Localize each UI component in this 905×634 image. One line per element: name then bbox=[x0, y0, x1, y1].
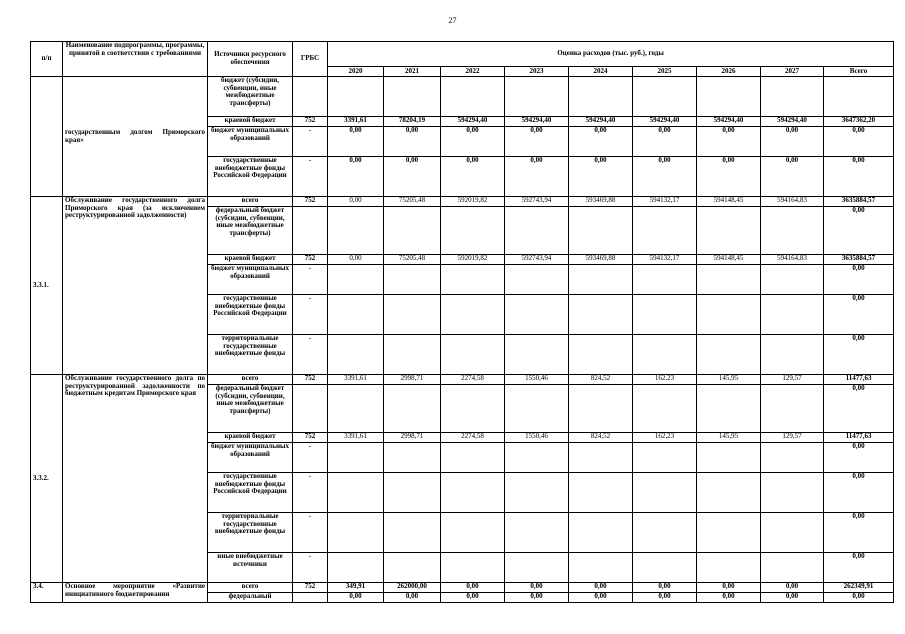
year-value-cell bbox=[328, 207, 384, 255]
total-cell: 0,00 bbox=[824, 473, 894, 513]
header-year: 2021 bbox=[384, 67, 441, 77]
header-year: 2023 bbox=[505, 67, 569, 77]
header-estimate: Оценка расходов (тыс. руб.), годы bbox=[328, 42, 894, 67]
grbs-cell: - bbox=[293, 443, 328, 473]
header-no: п/п bbox=[31, 42, 63, 77]
header-source: Источники ресурсного обеспечения bbox=[208, 42, 293, 77]
year-value-cell: 0,00 bbox=[441, 157, 505, 197]
year-value-cell bbox=[569, 553, 633, 583]
year-value-cell: 145,95 bbox=[697, 433, 761, 443]
year-value-cell bbox=[384, 473, 441, 513]
year-value-cell: 0,00 bbox=[569, 593, 633, 603]
row-number: 3.3.2. bbox=[31, 375, 63, 583]
total-cell: 0,00 bbox=[824, 295, 894, 335]
year-value-cell: 0,00 bbox=[569, 157, 633, 197]
total-cell: 3635884,57 bbox=[824, 255, 894, 265]
year-value-cell bbox=[569, 207, 633, 255]
year-value-cell bbox=[441, 207, 505, 255]
year-value-cell bbox=[505, 473, 569, 513]
year-value-cell bbox=[328, 443, 384, 473]
year-value-cell bbox=[441, 443, 505, 473]
year-value-cell bbox=[697, 265, 761, 295]
year-value-cell: 594132,17 bbox=[633, 255, 697, 265]
year-value-cell: 78204,19 bbox=[384, 117, 441, 127]
year-value-cell bbox=[441, 335, 505, 375]
year-value-cell: 262000,00 bbox=[384, 583, 441, 593]
grbs-cell: - bbox=[293, 335, 328, 375]
year-value-cell: 0,00 bbox=[505, 127, 569, 157]
total-cell: 0,00 bbox=[824, 207, 894, 255]
budget-table bbox=[30, 41, 894, 603]
year-value-cell bbox=[441, 295, 505, 335]
year-value-cell: 1550,46 bbox=[505, 375, 569, 385]
header-year: 2027 bbox=[761, 67, 824, 77]
year-value-cell: 75205,48 bbox=[384, 255, 441, 265]
year-value-cell bbox=[697, 443, 761, 473]
year-value-cell bbox=[505, 335, 569, 375]
header-year: 2025 bbox=[633, 67, 697, 77]
year-value-cell: 594148,45 bbox=[697, 255, 761, 265]
year-value-cell: 594132,17 bbox=[633, 197, 697, 207]
year-value-cell: 0,00 bbox=[761, 157, 824, 197]
year-value-cell: 2998,71 bbox=[384, 375, 441, 385]
year-value-cell: 0,00 bbox=[697, 583, 761, 593]
year-value-cell: 0,00 bbox=[441, 127, 505, 157]
year-value-cell bbox=[761, 77, 824, 117]
source-cell: краевой бюджет bbox=[208, 433, 293, 443]
year-value-cell bbox=[328, 335, 384, 375]
row-name: Обслуживание государственного долга Приморского края (за исключением реструктурированной задолженности) bbox=[63, 197, 208, 375]
year-value-cell: 594164,83 bbox=[761, 255, 824, 265]
year-value-cell: 2274,58 bbox=[441, 375, 505, 385]
year-value-cell: 0,00 bbox=[441, 583, 505, 593]
grbs-cell: - bbox=[293, 127, 328, 157]
table-body bbox=[31, 77, 894, 603]
year-value-cell: 0,00 bbox=[697, 157, 761, 197]
year-value-cell: 162,23 bbox=[633, 433, 697, 443]
year-value-cell: 594148,45 bbox=[697, 197, 761, 207]
year-value-cell bbox=[697, 473, 761, 513]
grbs-cell: 752 bbox=[293, 583, 328, 593]
source-cell: государственные внебюджетные фонды Российской Федерации bbox=[208, 157, 293, 197]
year-value-cell bbox=[328, 513, 384, 553]
row-name: Обслуживание государственного долга по реструктурированной задолженности по бюджетным кредитам Приморского края bbox=[63, 375, 208, 583]
year-value-cell bbox=[441, 265, 505, 295]
year-value-cell: 0,00 bbox=[328, 255, 384, 265]
source-cell: всего bbox=[208, 197, 293, 207]
year-value-cell: 594164,83 bbox=[761, 197, 824, 207]
year-value-cell: 593469,88 bbox=[569, 197, 633, 207]
year-value-cell: 1550,46 bbox=[505, 433, 569, 443]
year-value-cell bbox=[697, 295, 761, 335]
year-value-cell: 129,57 bbox=[761, 375, 824, 385]
total-cell: 3635884,57 bbox=[824, 197, 894, 207]
year-value-cell bbox=[384, 265, 441, 295]
year-value-cell bbox=[697, 385, 761, 433]
source-cell: бюджет муниципальных образований bbox=[208, 127, 293, 157]
year-value-cell: 594294,40 bbox=[761, 117, 824, 127]
year-value-cell bbox=[761, 385, 824, 433]
total-cell: 11477,63 bbox=[824, 375, 894, 385]
year-value-cell: 0,00 bbox=[633, 593, 697, 603]
year-value-cell: 0,00 bbox=[697, 127, 761, 157]
year-value-cell bbox=[505, 77, 569, 117]
total-cell: 0,00 bbox=[824, 335, 894, 375]
year-value-cell bbox=[328, 385, 384, 433]
grbs-cell: - bbox=[293, 157, 328, 197]
grbs-cell: 752 bbox=[293, 197, 328, 207]
year-value-cell: 0,00 bbox=[505, 593, 569, 603]
year-value-cell bbox=[505, 513, 569, 553]
year-value-cell: 0,00 bbox=[328, 157, 384, 197]
source-cell: государственные внебюджетные фонды Российской Федерации bbox=[208, 295, 293, 335]
header-name: Наименование подпрограммы, программы, принятой в соответствии с требованиями bbox=[63, 42, 208, 77]
year-value-cell bbox=[441, 513, 505, 553]
total-cell: 0,00 bbox=[824, 553, 894, 583]
total-cell: 0,00 bbox=[824, 443, 894, 473]
source-cell: федеральный бюджет (субсидии, субвенции, иные межбюджетные трансферты) bbox=[208, 207, 293, 255]
total-cell: 0,00 bbox=[824, 513, 894, 553]
year-value-cell bbox=[328, 553, 384, 583]
total-cell: 11477,63 bbox=[824, 433, 894, 443]
grbs-cell: 752 bbox=[293, 255, 328, 265]
header-year: 2020 bbox=[328, 67, 384, 77]
year-value-cell bbox=[441, 473, 505, 513]
year-value-cell: 0,00 bbox=[384, 127, 441, 157]
total-cell: 0,00 bbox=[824, 593, 894, 603]
grbs-cell bbox=[293, 593, 328, 603]
year-value-cell bbox=[761, 473, 824, 513]
year-value-cell: 593469,88 bbox=[569, 255, 633, 265]
year-value-cell bbox=[761, 295, 824, 335]
grbs-cell bbox=[293, 385, 328, 433]
year-value-cell bbox=[384, 207, 441, 255]
row-name: Основное мероприятие «Развитие инициативного бюджетирования bbox=[63, 583, 208, 603]
grbs-cell bbox=[293, 77, 328, 117]
year-value-cell bbox=[761, 335, 824, 375]
year-value-cell: 0,00 bbox=[505, 157, 569, 197]
year-value-cell bbox=[633, 443, 697, 473]
year-value-cell bbox=[569, 265, 633, 295]
year-value-cell bbox=[328, 295, 384, 335]
source-cell: всего bbox=[208, 583, 293, 593]
year-value-cell bbox=[633, 77, 697, 117]
year-value-cell bbox=[697, 335, 761, 375]
header-year: Всего bbox=[824, 67, 894, 77]
total-cell: 0,00 bbox=[824, 157, 894, 197]
year-value-cell: 0,00 bbox=[569, 127, 633, 157]
source-cell: территориальные государственные внебюджетные фонды bbox=[208, 513, 293, 553]
year-value-cell: 594294,40 bbox=[441, 117, 505, 127]
source-cell: иные внебюджетные источники bbox=[208, 553, 293, 583]
table-row bbox=[31, 77, 894, 117]
year-value-cell bbox=[569, 77, 633, 117]
source-cell: территориальные государственные внебюджетные фонды bbox=[208, 335, 293, 375]
source-cell: бюджет муниципальных образований bbox=[208, 265, 293, 295]
grbs-cell: - bbox=[293, 513, 328, 553]
year-value-cell bbox=[384, 385, 441, 433]
year-value-cell bbox=[633, 295, 697, 335]
year-value-cell: 0,00 bbox=[569, 583, 633, 593]
year-value-cell bbox=[569, 385, 633, 433]
year-value-cell bbox=[633, 513, 697, 553]
year-value-cell bbox=[569, 513, 633, 553]
year-value-cell: 349,91 bbox=[328, 583, 384, 593]
year-value-cell bbox=[697, 513, 761, 553]
total-cell bbox=[824, 77, 894, 117]
source-cell: федеральный bbox=[208, 593, 293, 603]
year-value-cell bbox=[633, 473, 697, 513]
grbs-cell: - bbox=[293, 265, 328, 295]
source-cell: бюджет муниципальных образований bbox=[208, 443, 293, 473]
year-value-cell: 129,57 bbox=[761, 433, 824, 443]
year-value-cell: 592743,94 bbox=[505, 255, 569, 265]
year-value-cell: 3391,61 bbox=[328, 375, 384, 385]
year-value-cell bbox=[697, 553, 761, 583]
year-value-cell bbox=[633, 265, 697, 295]
year-value-cell bbox=[505, 385, 569, 433]
header-year: 2026 bbox=[697, 67, 761, 77]
header-year: 2022 bbox=[441, 67, 505, 77]
grbs-cell: 752 bbox=[293, 433, 328, 443]
year-value-cell: 3391,61 bbox=[328, 433, 384, 443]
source-cell: краевой бюджет bbox=[208, 117, 293, 127]
grbs-cell bbox=[293, 207, 328, 255]
year-value-cell: 0,00 bbox=[633, 157, 697, 197]
year-value-cell: 0,00 bbox=[384, 157, 441, 197]
row-number bbox=[31, 77, 63, 197]
year-value-cell bbox=[441, 385, 505, 433]
year-value-cell: 0,00 bbox=[761, 127, 824, 157]
year-value-cell bbox=[569, 473, 633, 513]
row-name: государственным долгом Приморского края» bbox=[63, 77, 208, 197]
year-value-cell: 824,52 bbox=[569, 433, 633, 443]
year-value-cell: 3391,61 bbox=[328, 117, 384, 127]
source-cell: краевой бюджет bbox=[208, 255, 293, 265]
total-cell: 0,00 bbox=[824, 385, 894, 433]
year-value-cell: 0,00 bbox=[328, 197, 384, 207]
year-value-cell: 594294,40 bbox=[633, 117, 697, 127]
year-value-cell: 0,00 bbox=[328, 593, 384, 603]
grbs-cell: - bbox=[293, 473, 328, 513]
year-value-cell: 594294,40 bbox=[569, 117, 633, 127]
year-value-cell bbox=[384, 295, 441, 335]
row-number: 3.3.1. bbox=[31, 197, 63, 375]
source-cell: бюджет (субсидии, субвенции, иные межбюджетные трансферты) bbox=[208, 77, 293, 117]
total-cell: 0,00 bbox=[824, 127, 894, 157]
year-value-cell bbox=[633, 207, 697, 255]
total-cell: 0,00 bbox=[824, 265, 894, 295]
table-row bbox=[31, 375, 894, 385]
year-value-cell bbox=[761, 265, 824, 295]
grbs-cell: 752 bbox=[293, 117, 328, 127]
grbs-cell: - bbox=[293, 553, 328, 583]
year-value-cell: 824,52 bbox=[569, 375, 633, 385]
header-year: 2024 bbox=[569, 67, 633, 77]
year-value-cell bbox=[633, 385, 697, 433]
year-value-cell bbox=[384, 553, 441, 583]
total-cell: 262349,91 bbox=[824, 583, 894, 593]
year-value-cell bbox=[569, 335, 633, 375]
year-value-cell: 0,00 bbox=[761, 593, 824, 603]
year-value-cell: 145,95 bbox=[697, 375, 761, 385]
year-value-cell bbox=[569, 443, 633, 473]
year-value-cell bbox=[761, 207, 824, 255]
year-value-cell bbox=[384, 77, 441, 117]
year-value-cell bbox=[505, 553, 569, 583]
page-number: 27 bbox=[448, 16, 457, 25]
row-number: 3.4. bbox=[31, 583, 63, 603]
header-grbs: ГРБС bbox=[293, 42, 328, 77]
year-value-cell bbox=[505, 265, 569, 295]
source-cell: федеральный бюджет (субсидии, субвенции, иные межбюджетные трансферты) bbox=[208, 385, 293, 433]
year-value-cell: 594294,40 bbox=[505, 117, 569, 127]
year-value-cell bbox=[328, 77, 384, 117]
year-value-cell bbox=[697, 77, 761, 117]
year-value-cell: 162,23 bbox=[633, 375, 697, 385]
year-value-cell: 0,00 bbox=[697, 593, 761, 603]
year-value-cell: 592019,82 bbox=[441, 255, 505, 265]
year-value-cell: 2274,58 bbox=[441, 433, 505, 443]
year-value-cell: 2998,71 bbox=[384, 433, 441, 443]
year-value-cell bbox=[633, 553, 697, 583]
year-value-cell bbox=[505, 295, 569, 335]
grbs-cell: 752 bbox=[293, 375, 328, 385]
year-value-cell: 0,00 bbox=[633, 583, 697, 593]
table-row bbox=[31, 583, 894, 593]
year-value-cell bbox=[697, 207, 761, 255]
year-value-cell: 0,00 bbox=[633, 127, 697, 157]
year-value-cell bbox=[761, 443, 824, 473]
year-value-cell bbox=[441, 77, 505, 117]
year-value-cell: 0,00 bbox=[441, 593, 505, 603]
year-value-cell bbox=[441, 553, 505, 583]
year-value-cell bbox=[328, 265, 384, 295]
year-value-cell bbox=[761, 553, 824, 583]
year-value-cell bbox=[569, 295, 633, 335]
year-value-cell bbox=[505, 207, 569, 255]
year-value-cell: 0,00 bbox=[328, 127, 384, 157]
source-cell: всего bbox=[208, 375, 293, 385]
year-value-cell bbox=[505, 443, 569, 473]
year-value-cell: 594294,40 bbox=[697, 117, 761, 127]
source-cell: государственные внебюджетные фонды Российской Федерации bbox=[208, 473, 293, 513]
grbs-cell: - bbox=[293, 295, 328, 335]
year-value-cell: 592743,94 bbox=[505, 197, 569, 207]
year-value-cell bbox=[384, 513, 441, 553]
year-value-cell: 0,00 bbox=[761, 583, 824, 593]
year-value-cell bbox=[328, 473, 384, 513]
table-row bbox=[31, 197, 894, 207]
year-value-cell bbox=[384, 443, 441, 473]
year-value-cell: 75205,48 bbox=[384, 197, 441, 207]
year-value-cell: 0,00 bbox=[505, 583, 569, 593]
year-value-cell: 0,00 bbox=[384, 593, 441, 603]
year-value-cell bbox=[633, 335, 697, 375]
year-value-cell bbox=[384, 335, 441, 375]
total-cell: 3647362,20 bbox=[824, 117, 894, 127]
year-value-cell bbox=[761, 513, 824, 553]
year-value-cell: 592019,82 bbox=[441, 197, 505, 207]
